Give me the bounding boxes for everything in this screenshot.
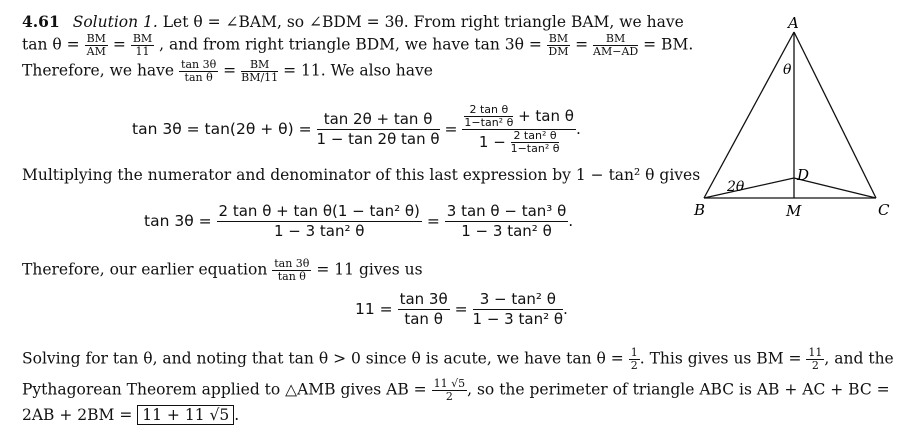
line2-text-c: = BM.	[643, 35, 694, 54]
label-d: D	[797, 166, 810, 184]
line2-text-b: , and from right triangle BDM, we have tan 3θ =	[159, 35, 542, 54]
line3-text-b: = 11. We also have	[283, 61, 433, 80]
frac-den: BM/11	[241, 71, 279, 84]
frac-den: DM	[548, 45, 569, 58]
frac-num: tan 2θ + tan θ	[317, 110, 440, 130]
frac-den: tan θ	[404, 310, 443, 328]
pyth-text-b: , so the perimeter of triangle ABC is AB + AC + BC =	[467, 380, 890, 399]
equals: =	[112, 35, 126, 54]
equation-2: tan 3θ = $\frac{\text{2 tan θ + tan θ(1 − tan² θ)}}{\text{1 − 3 tan² θ}}$ = $\frac{\text{3 tan θ − tan³ θ}}{\text{1 − 3 tan² θ}}$ .	[144, 202, 574, 240]
frac-den: 2	[811, 359, 819, 372]
line3-text-a: Therefore, we have	[22, 61, 175, 80]
frac-den: 1 − 3 tan² θ	[273, 222, 365, 240]
frac-den: 2	[445, 390, 453, 403]
problem-number: 4.61	[22, 12, 60, 31]
earlier-text-a: Therefore, our earlier equation	[22, 260, 268, 279]
solving-line	[22, 347, 894, 372]
frac-num: BM	[593, 33, 638, 46]
pythagorean-line	[22, 378, 890, 403]
earlier-equation-line	[22, 258, 423, 283]
solve-text-b: . This gives us BM =	[639, 349, 802, 368]
frac-num: 2 tan² θ	[511, 130, 560, 143]
frac-num: 3 tan θ − tan³ θ	[446, 202, 567, 220]
frac-den: 11	[135, 45, 150, 58]
label-m: M	[786, 202, 802, 220]
eq3-lhs: 11 =	[355, 300, 393, 318]
equals: =	[223, 61, 237, 80]
solve-text-c: , and the	[824, 349, 894, 368]
frac-num: 2 tan θ	[464, 104, 513, 117]
solve-text-a: Solving for tan θ, and noting that tan θ > 0 since θ is acute, we have tan θ =	[22, 349, 624, 368]
pyth-text-a: Pythagorean Theorem applied to △AMB gives AB =	[22, 380, 427, 399]
problem-line-3	[22, 59, 433, 84]
frac-den: 1 − tan 2θ tan θ	[316, 130, 440, 148]
equation-3: 11 = $\frac{\tan 3\theta}{\text{tan θ}}$ = $\frac{\text{3 − tan² θ}}{\text{1 − 3 tan² θ}}$ .	[355, 290, 568, 328]
final-line: 2AB + 2BM = 11 + 11 √5 .	[22, 406, 240, 424]
frac-den: 1−tan² θ	[464, 116, 514, 129]
frac-num: tan 3θ	[399, 290, 448, 308]
frac-num: BM	[86, 32, 106, 45]
line2-text-a: tan θ =	[22, 35, 80, 54]
side-ab	[704, 32, 794, 198]
frac-num: BM	[548, 32, 569, 45]
eq1-one-minus: 1 −	[478, 133, 506, 151]
frac-num: 1	[630, 346, 638, 359]
line1-text: Let θ = ∠BAM, so ∠BDM = 3θ. From right triangle BAM, we have	[162, 13, 684, 31]
segment-bd	[704, 178, 794, 198]
frac-den: AM	[86, 45, 106, 58]
frac-den: tan θ	[184, 71, 213, 84]
eq1-plus: + tan θ	[518, 107, 574, 125]
frac-num: 11	[808, 346, 823, 359]
multiplying-line: Multiplying the numerator and denominator of this last expression by 1 − tan² θ gives	[22, 166, 701, 184]
equals: =	[454, 300, 468, 318]
solution-label: Solution 1.	[72, 13, 158, 31]
frac-num: BM	[132, 32, 153, 45]
frac-den: 2	[630, 359, 638, 372]
earlier-text-b: = 11 gives us	[316, 260, 423, 279]
frac-den: AM−AD	[593, 45, 639, 58]
frac-num: tan 3θ	[181, 58, 217, 71]
frac-num: BM	[241, 59, 278, 72]
eq2-lhs: tan 3θ =	[144, 212, 212, 230]
label-2theta: 2θ	[727, 179, 745, 195]
problem-line-1	[22, 12, 684, 31]
label-b: B	[694, 201, 706, 219]
label-theta: θ	[783, 62, 792, 78]
frac-num: 3 − tan² θ	[473, 290, 564, 310]
frac-den: tan θ	[277, 270, 306, 283]
label-c: C	[878, 201, 890, 219]
frac-num: 11 √5	[433, 377, 466, 390]
equals: =	[426, 212, 440, 230]
problem-line-2	[22, 33, 693, 58]
frac-den: 1 − 3 tan² θ	[472, 310, 564, 328]
equals: =	[575, 35, 589, 54]
frac-den: 1 − 3 tan² θ	[461, 222, 552, 240]
eq1-lhs: tan 3θ = tan(2θ + θ) =	[132, 120, 312, 138]
equation-1: tan 3θ = tan(2θ + θ) = $\frac{\text{tan 2θ + tan θ}}{\text{1 − tan 2θ tan θ}}$ = $\frac{\text{2 tan θ}}{\text{1−tan² θ}}$ + tan θ 1 − $\frac{\text{2 tan² θ}}{\text{1−tan² θ}}$ .	[132, 103, 581, 155]
frac-num: 2 tan θ + tan θ(1 − tan² θ)	[218, 202, 420, 220]
frac-den: 1−tan² θ	[510, 142, 560, 155]
triangle-diagram	[690, 10, 910, 225]
final-answer-box: 11 + 11 √5	[137, 405, 234, 425]
label-a: A	[788, 14, 799, 32]
frac-num: tan 3θ	[274, 257, 310, 270]
final-text-a: 2AB + 2BM =	[22, 406, 133, 424]
equals: =	[444, 120, 458, 138]
